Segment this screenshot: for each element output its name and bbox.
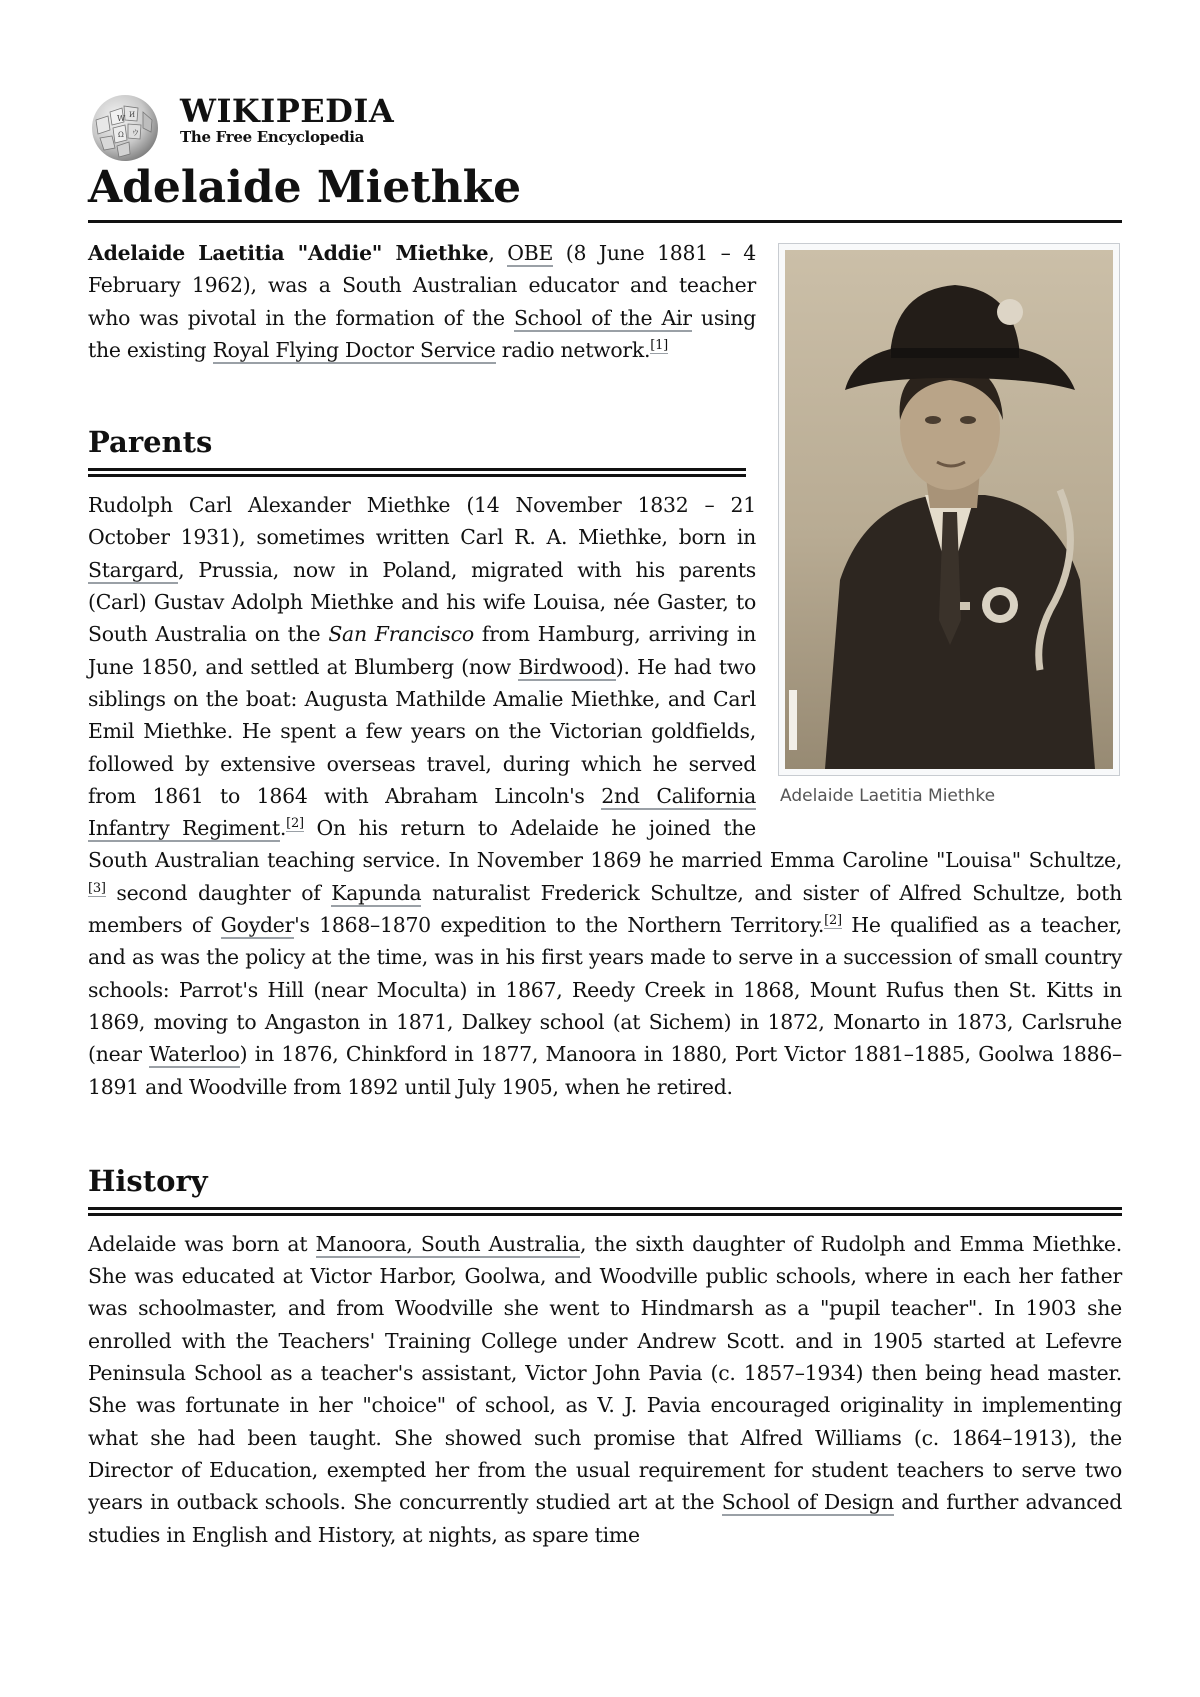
page-title: Adelaide Miethke (88, 162, 522, 213)
section-heading-history: History (88, 1163, 208, 1198)
link-obe[interactable]: OBE (507, 241, 554, 265)
svg-text:W: W (117, 114, 126, 123)
parents-text: On his return to Adelaide he joined the South Australian teaching service. In November 1869 he married Emma Caroline "Louisa" Schultze, (88, 816, 1122, 873)
citation-3[interactable]: [3] (88, 880, 106, 896)
subject-name: Adelaide Laetitia "Addie" Miethke (88, 241, 489, 265)
link-waterloo[interactable]: Waterloo (149, 1042, 240, 1067)
portrait-caption: Adelaide Laetitia Miethke (780, 786, 996, 806)
wordmark (180, 94, 394, 146)
parents-text: . (279, 816, 287, 841)
ship-name: San Francisco (328, 622, 474, 647)
link-manoora-south-australia[interactable]: Manoora, South Australia (315, 1231, 580, 1256)
parents-text: naturalist Frederick Schultze, and sister of Alfred Schultze, both members of (88, 880, 1122, 938)
link-stargard[interactable]: Stargard (88, 557, 179, 582)
citation-2[interactable]: [2] (824, 913, 842, 929)
site-header (88, 88, 1122, 160)
parents-text: ). He had two siblings on the boat: Augusta Mathilde Amalie Miethke, and Carl Emil Miethke. He spent a few years on the Victorian goldfields, followed by extensive overseas travel, during which he served from 1861 to 1864 with Abraham Lincoln's (88, 654, 757, 808)
svg-text:ウ: ウ (132, 129, 139, 137)
article-page (88, 88, 1122, 1551)
link-goyder[interactable]: Goyder (220, 913, 295, 938)
svg-text:И: И (129, 111, 136, 119)
intro-text: , (488, 241, 508, 265)
link-royal-flying-doctor-service[interactable]: Royal Flying Doctor Service (212, 337, 496, 362)
parents-text: He qualified as a teacher, and as was the policy at the time, was in his first years made to serve in a succession of small country schools: Parrot's Hill (near Moculta) in 1867, Reedy Creek in 1868, Mount Rufus then St. Kitts in 1869, moving to Angaston in 1871, Dalkey school (at Sichem) in 1872, Monarto in 1873, Carlsruhe (near (88, 913, 1123, 1067)
svg-text:Ω: Ω (118, 131, 124, 139)
parents-text: Rudolph Carl Alexander Miethke (14 November 1832 – 21 October 1931), sometimes written Carl R. A. Miethke, born in (88, 493, 756, 550)
wordmark-tagline: The Free Encyclopedia (180, 128, 365, 146)
link-school-of-the-air[interactable]: School of the Air (513, 305, 692, 330)
wordmark-title: WIKIPEDIA (180, 92, 395, 130)
history-paragraph (88, 1228, 1122, 1551)
intro-text: using the existing (88, 305, 756, 362)
parents-text: 's 1868–1870 expedition to the Northern Territory. (294, 913, 825, 938)
intro-text: radio network. (495, 337, 651, 362)
link-birdwood[interactable]: Birdwood (518, 654, 616, 679)
history-text: Adelaide was born at (88, 1231, 316, 1256)
parents-text: second daughter of (105, 880, 332, 905)
parents-text: from Hamburg, arriving in June 1850, and settled at Blumberg (now (88, 622, 756, 679)
citation-2[interactable]: [2] (286, 816, 304, 832)
portrait-frame (778, 243, 1120, 776)
citation-1[interactable]: [1] (650, 337, 668, 353)
portrait-photo[interactable] (785, 250, 1113, 769)
wikipedia-globe-logo[interactable] (88, 90, 162, 164)
history-text: , the sixth daughter of Rudolph and Emma Miethke. She was educated at Victor Harbor, Goolwa, and Woodville public schools, where in each her father was schoolmaster, and from Woodville she went to Hindmarsh as a "pupil teacher". In 1903 she enrolled with the Teachers' Training College under Andrew Scott. and in 1905 started at Lefevre Peninsula School as a teacher's assistant, Victor John Pavia (c. 1857–1934) then being head master. She was fortunate in her "choice" of school, as V. J. Pavia encouraged originality in implementing what she had been taught. She showed such promise that Alfred Williams (c. 1864–1913), the Director of Education, exempted her from the usual requirement for student teachers to serve two years in outback schools. She concurrently studied art at the (88, 1231, 1122, 1515)
intro-text: (8 June 1881 – 4 February 1962), was a South Australian educator and teacher who was pivotal in the formation of the (88, 241, 756, 330)
link-school-of-design[interactable]: School of Design (721, 1490, 894, 1515)
link-2nd-california-infantry-regiment[interactable]: 2nd California Infantry Regiment (88, 783, 756, 841)
history-text: and further advanced studies in English and History, at nights, as spare time (88, 1490, 1122, 1547)
section-divider (88, 1207, 1122, 1216)
title-divider (88, 220, 1122, 223)
link-kapunda[interactable]: Kapunda (331, 880, 422, 905)
parents-text: , Prussia, now in Poland, migrated with his parents (Carl) Gustav Adolph Miethke and his wife Louisa, née Gaster, to South Australia on the (88, 557, 756, 647)
infobox (778, 243, 1120, 806)
parents-text: ) in 1876, Chinkford in 1877, Manoora in 1880, Port Victor 1881–1885, Goolwa 1886–1891 and Woodville from 1892 until July 1905, when he retired. (88, 1042, 1123, 1099)
section-divider (88, 468, 746, 477)
section-heading-parents: Parents (88, 425, 213, 460)
